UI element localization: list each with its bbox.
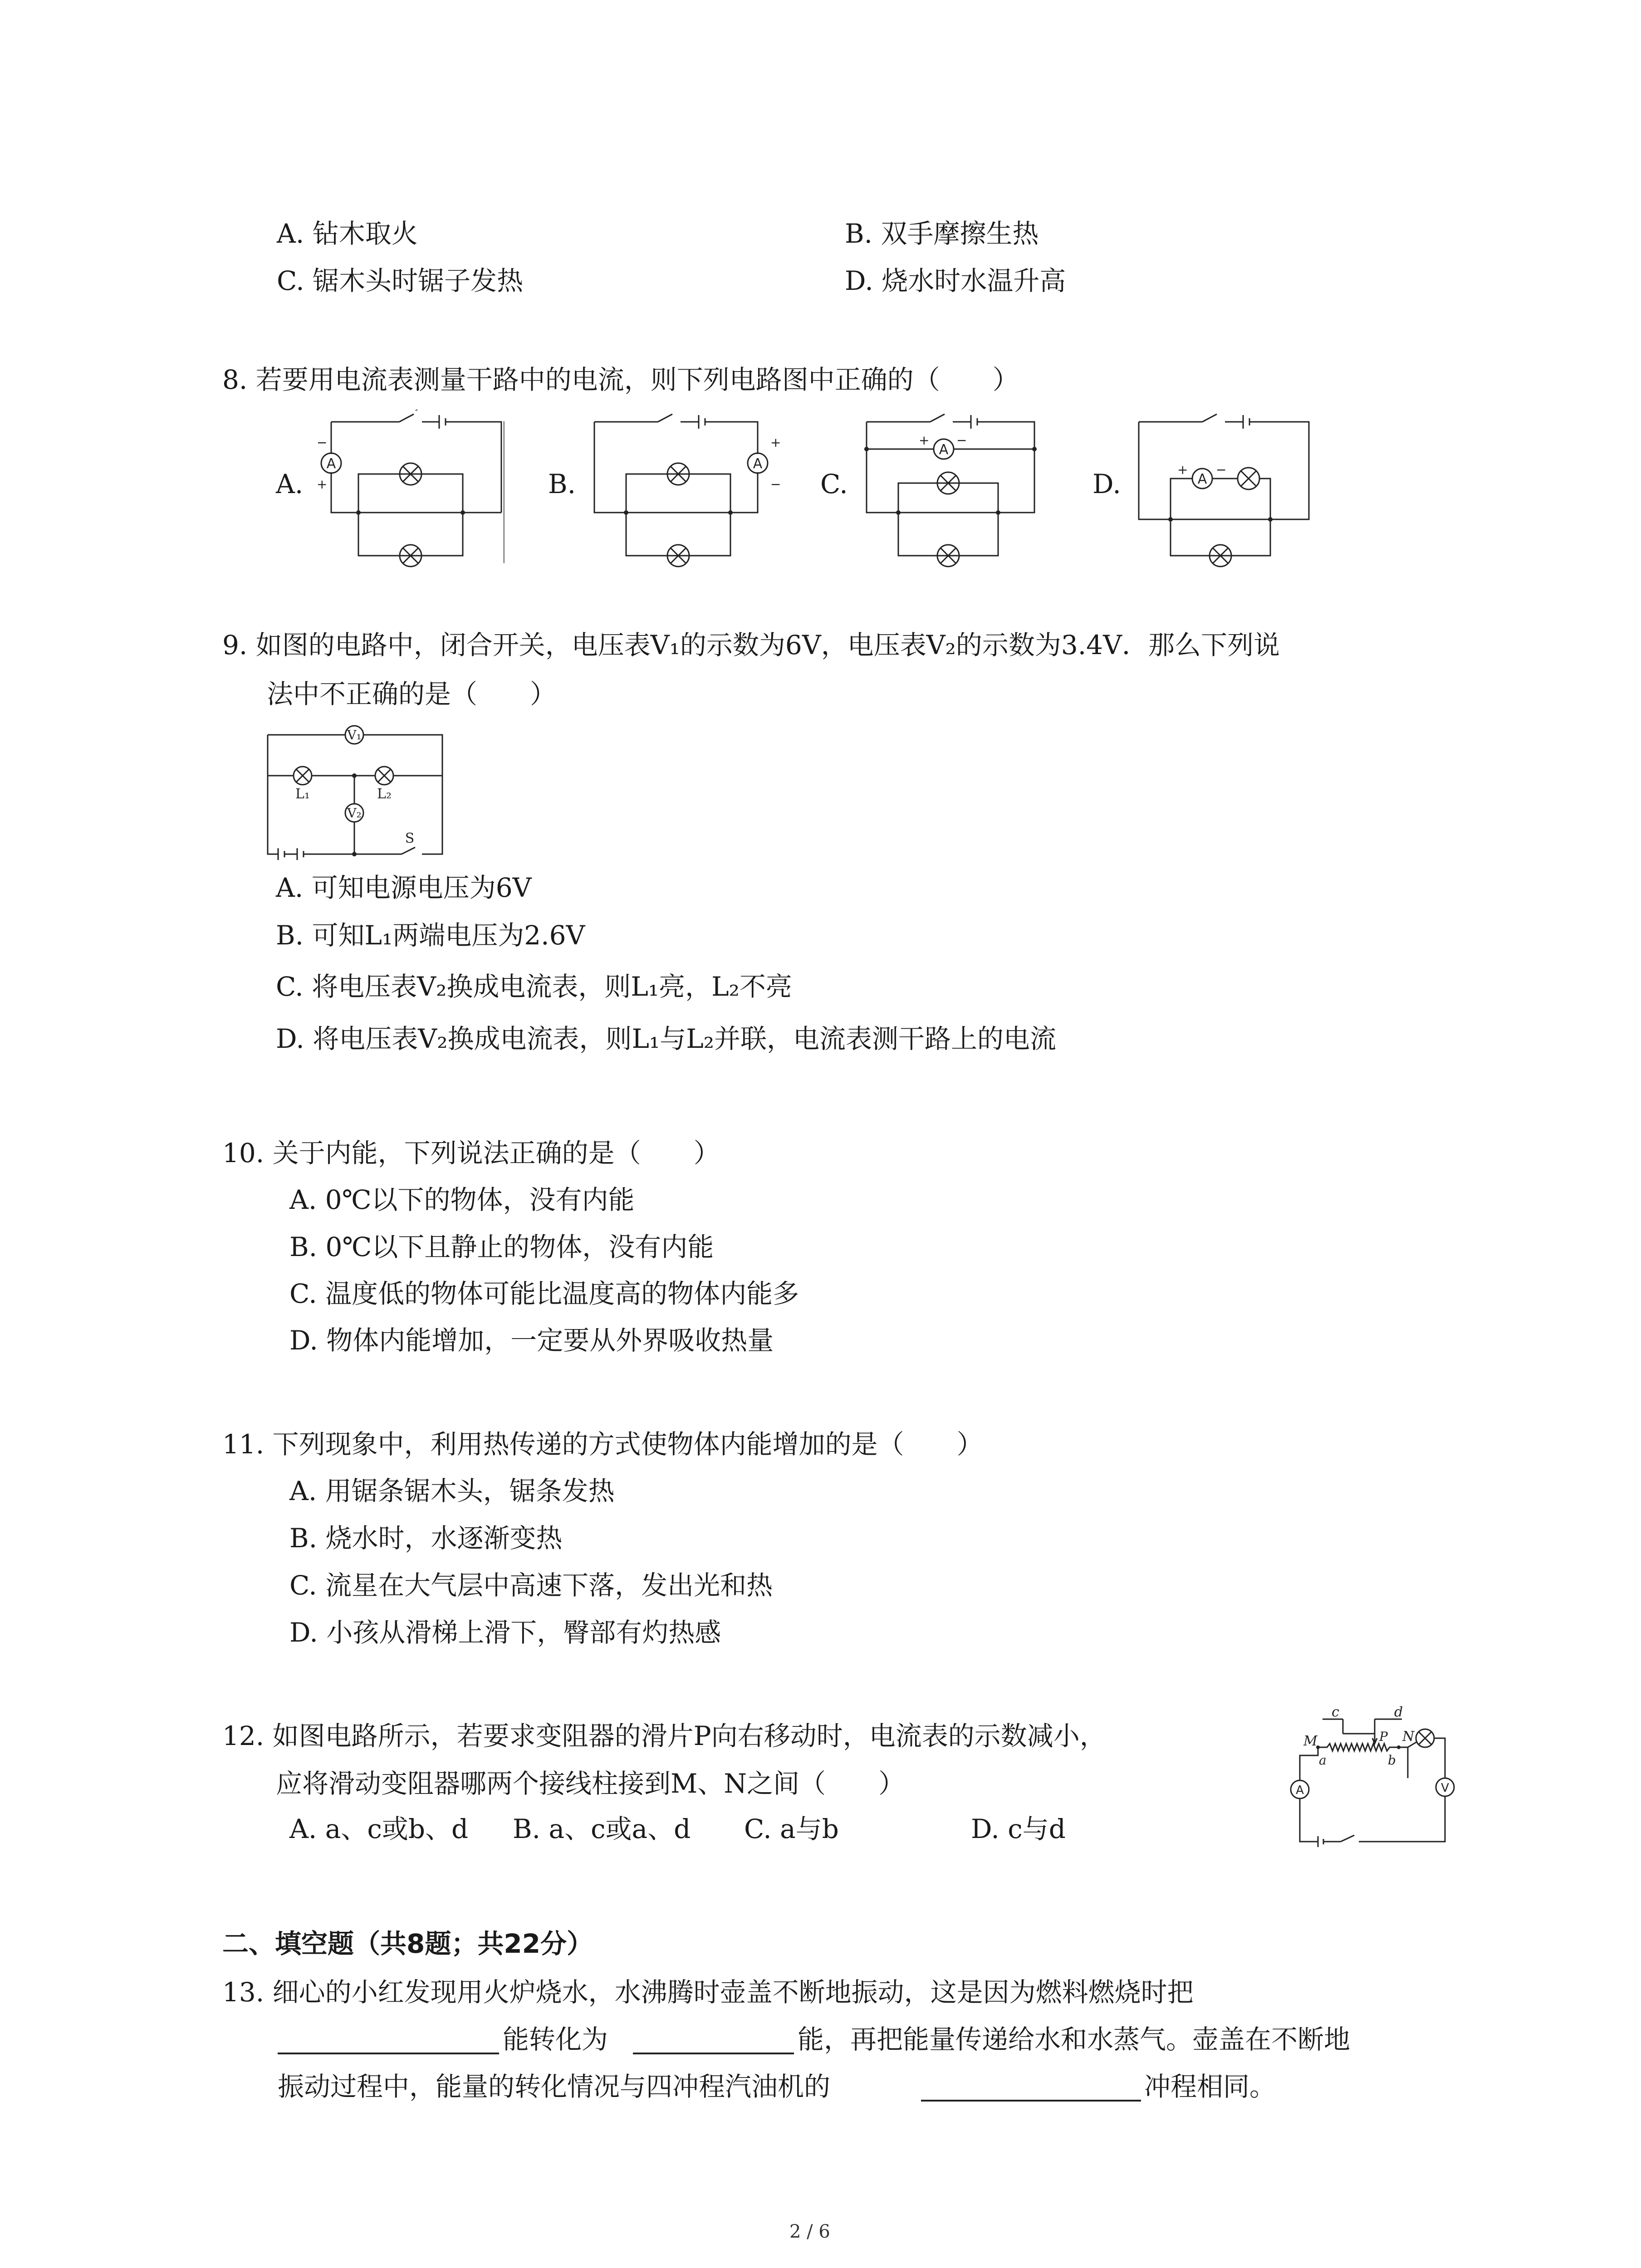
q13-blank-1[interactable]	[278, 2053, 499, 2054]
minus-terminal: −	[770, 477, 781, 492]
q8-circuit-b	[590, 411, 780, 565]
terminal-c: c	[1332, 1704, 1339, 1720]
q8-circuit-c	[862, 411, 1053, 565]
voltmeter-label: V	[1441, 1781, 1449, 1795]
q10-option-d: D. 物体内能增加，一定要从外界吸收热量	[289, 1325, 774, 1356]
q9-circuit	[265, 726, 456, 862]
q13-part-a: 能转化为	[503, 2024, 608, 2055]
q8-label-b: B.	[548, 469, 576, 499]
page-number: 2 / 6	[789, 2221, 830, 2242]
q12-circuit	[1291, 1706, 1454, 1864]
q9-option-d: D. 将电压表V₂换成电流表，则L₁与L₂并联，电流表测干路上的电流	[276, 1023, 1056, 1054]
l1-label: L₁	[295, 786, 310, 802]
ammeter-label: A	[1296, 1784, 1304, 1797]
q13-part-b: 能，再把能量传递给水和水蒸气。壶盖在不断地	[798, 2024, 1351, 2055]
v1-label: V₁	[347, 728, 362, 743]
terminal-a: a	[1319, 1753, 1327, 1768]
q8-circuit-a-main	[313, 411, 504, 565]
q12-option-c: C. a与b	[744, 1813, 839, 1844]
q8-label-c: C.	[820, 469, 848, 499]
q11-stem: 11. 下列现象中，利用热传递的方式使物体内能增加的是（ ）	[222, 1429, 983, 1460]
plus-terminal: +	[919, 433, 930, 448]
q8-circuit-d	[1134, 411, 1325, 565]
q10-option-b: B. 0℃以下且静止的物体，没有内能	[289, 1232, 714, 1262]
ammeter-label: A	[1197, 471, 1207, 487]
terminal-n: N	[1402, 1729, 1415, 1745]
q13-blank-3[interactable]	[921, 2100, 1141, 2102]
q7-option-c: C. 锯木头时锯子发热	[277, 265, 524, 296]
minus-terminal: −	[956, 433, 967, 448]
ammeter-label: A	[753, 456, 763, 472]
q8-label-a: A.	[276, 469, 304, 499]
q12-stem-line2: 应将滑动变阻器哪两个接线柱接到M、N之间（ ）	[276, 1768, 905, 1799]
q9-option-b: B. 可知L₁两端电压为2.6V	[276, 920, 585, 951]
q9-stem-line2: 法中不正确的是（ ）	[267, 679, 557, 709]
q12-option-d: D. c与d	[971, 1813, 1066, 1844]
terminal-m: M	[1303, 1733, 1318, 1749]
q12-stem-line1: 12. 如图电路所示，若要求变阻器的滑片P向右移动时，电流表的示数减小，	[222, 1721, 1106, 1751]
q8-stem: 8. 若要用电流表测量干路中的电流，则下列电路图中正确的（ ）	[222, 364, 1019, 395]
q11-option-d: D. 小孩从滑梯上滑下，臀部有灼热感	[289, 1617, 721, 1648]
terminal-d: d	[1394, 1704, 1403, 1720]
q13-part-c: 振动过程中，能量的转化情况与四冲程汽油机的	[278, 2071, 831, 2102]
switch-label: S	[405, 831, 415, 846]
v2-label: V₂	[347, 806, 362, 821]
q7-option-a: A. 钻木取火	[277, 218, 418, 249]
q10-option-a: A. 0℃以下的物体，没有内能	[289, 1184, 635, 1215]
q7-option-d: D. 烧水时水温升高	[845, 265, 1066, 296]
minus-terminal: −	[1216, 462, 1227, 477]
section-heading: 二、填空题（共8题；共22分）	[222, 1928, 593, 1959]
q12-option-a: A. a、c或b、d	[289, 1813, 469, 1844]
q9-option-a: A. 可知电源电压为6V	[276, 872, 532, 903]
ammeter-label: A	[939, 442, 949, 458]
q13-part-d: 冲程相同。	[1144, 2071, 1276, 2102]
q9-stem-line1: 9. 如图的电路中，闭合开关，电压表V₁的示数为6V，电压表V₂的示数为3.4V．那么下列说	[222, 630, 1280, 660]
q11-option-c: C. 流星在大气层中高速下落，发出光和热	[289, 1570, 773, 1601]
terminal-b: b	[1388, 1753, 1396, 1768]
q12-option-b: B. a、c或a、d	[513, 1813, 691, 1844]
q10-stem: 10. 关于内能，下列说法正确的是（ ）	[222, 1138, 720, 1168]
q11-option-b: B. 烧水时，水逐渐变热	[289, 1523, 563, 1554]
q11-option-a: A. 用锯条锯木头，锯条发热	[289, 1476, 615, 1506]
q8-label-d: D.	[1092, 469, 1121, 499]
minus-terminal: −	[317, 435, 328, 450]
q10-option-c: C. 温度低的物体可能比温度高的物体内能多	[289, 1278, 799, 1309]
l2-label: L₂	[377, 786, 392, 802]
ammeter-label: A	[326, 456, 336, 472]
q13-blank-2[interactable]	[633, 2053, 794, 2054]
q9-option-c: C. 将电压表V₂换成电流表，则L₁亮，L₂不亮	[276, 971, 792, 1002]
plus-terminal: +	[1177, 462, 1188, 477]
plus-terminal: +	[317, 477, 328, 492]
q13-line1: 13. 细心的小红发现用火炉烧水，水沸腾时壶盖不断地振动，这是因为燃料燃烧时把	[222, 1977, 1194, 2008]
q7-option-b: B. 双手摩擦生热	[845, 218, 1039, 249]
plus-terminal: +	[770, 435, 781, 450]
slider-p: P	[1379, 1729, 1388, 1744]
